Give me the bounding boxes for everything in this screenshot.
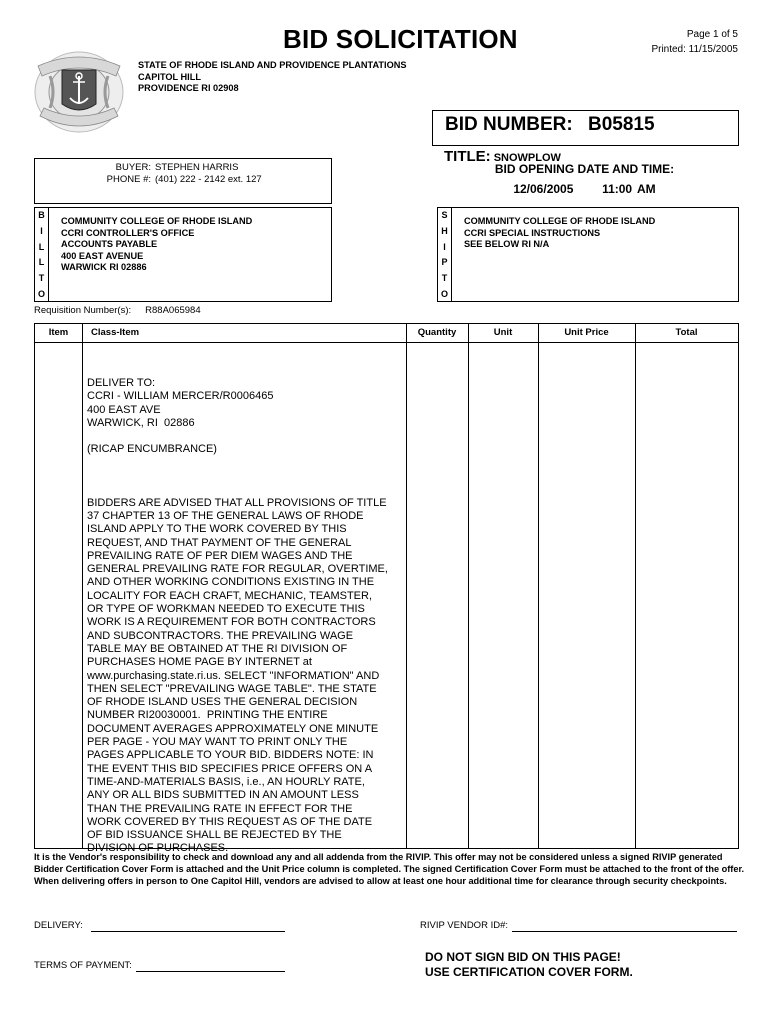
agency-line: PROVIDENCE RI 02908 <box>138 83 239 93</box>
delivery-label: DELIVERY: <box>34 920 83 931</box>
column-header-class-item: Class-Item <box>91 327 140 338</box>
side-letter: O <box>37 288 45 299</box>
ship-to-address <box>464 216 655 251</box>
requisition-value: R88A065984 <box>145 305 201 316</box>
document-title: BID SOLICITATION <box>283 24 518 54</box>
column-header-unit-price: Unit Price <box>564 327 609 338</box>
bid-opening-date: 12/06/2005 <box>513 182 574 196</box>
bid-title-value: SNOWPLOW <box>490 152 561 164</box>
requisition-number <box>34 305 201 316</box>
warning-line: USE CERTIFICATION COVER FORM. <box>425 965 633 979</box>
printed-date: Printed: 11/15/2005 <box>651 44 738 55</box>
terms-of-payment-field[interactable] <box>136 959 285 972</box>
signature-warning <box>425 950 633 980</box>
class-item-description: DELIVER TO: CCRI - WILLIAM MERCER/R0006465 400 EAST AVE WARWICK, RI 02886 (RICAP ENCUMBRANCE) BIDDERS ARE ADVISED THAT ALL PROVISIONS OF TITLE 37 CHAPTER 13 OF THE GENERAL LAWS OF RHODE ISLAND APPLY TO THE WORK COVERED BY THIS REQUEST, AND THAT PAYMENT OF THE GENERAL PREVAILING RATE OF PER DIEM WAGES AND THE GENERAL PREVAILING RATE FOR REGULAR, OVERTIME, AND OTHER WORKING CONDITIONS EXISTING IN THE LOCALITY FOR EACH CRAFT, MECHANIC, TEAMSTER, OR TYPE OF WORKMAN NEEDED TO EXECUTE THIS WORK IS A REQUIREMENT FOR BOTH CONTRACTORS AND SUBCONTRACTORS. THE PREVAILING WAGE TABLE MAY BE OBTAINED AT THE RI DIVISION OF PURCHASES HOME PAGE BY INTERNET at www.purchasing.state.ri.us. SELECT "INFORMATION" AND THEN SELECT "PREVAILING WAGE TABLE". THE STATE OF RHODE ISLAND USES THE GENERAL DECISION NUMBER RI20030001. PRINTING THE ENTIRE DOCUMENT AVERAGES APPROXIMATELY ONE MINUTE PER PAGE - YOU MAY WANT TO PRINT ONLY THE PAGES APPLICABLE TO YOUR BID. BIDDERS NOTE: IN THE EVENT THIS BID SPECIFIES PRICE OFFERS ON A TIME-AND-MATERIALS BASIS, i.e., AN HOURLY RATE, ANY OR ALL BIDS SUBMITTED IN AN AMOUNT LESS THAN THE PREVAILING RATE IN EFFECT FOR THE WORK COVERED BY THIS REQUEST AS OF THE DATE OF BID ISSUANCE SHALL BE REJECTED BY THE DIVISION OF PURCHASES. <box>87 377 388 855</box>
items-table <box>34 323 739 855</box>
column-header-item: Item <box>48 327 69 338</box>
page-info <box>651 27 738 57</box>
side-letter: T <box>441 273 448 284</box>
side-letter: B <box>38 210 45 220</box>
buyer-name: STEPHEN HARRIS <box>155 162 239 173</box>
address-line: COMMUNITY COLLEGE OF RHODE ISLAND <box>61 216 253 226</box>
column-header-unit: Unit <box>493 327 513 338</box>
bid-opening-time: 11:00 AM <box>602 182 656 196</box>
side-letter: P <box>441 257 448 268</box>
agency-line: CAPITOL HILL <box>138 71 201 82</box>
ship-to-side-label <box>438 208 452 301</box>
address-line: COMMUNITY COLLEGE OF RHODE ISLAND <box>464 216 656 226</box>
side-letter: L <box>38 241 45 252</box>
side-letter: O <box>440 288 448 299</box>
address-line: ACCOUNTS PAYABLE <box>61 239 158 249</box>
requisition-label: Requisition Number(s): <box>34 305 132 316</box>
ship-to-box <box>437 207 739 302</box>
bid-number: B05815 <box>588 114 655 135</box>
bid-opening-datetime <box>432 182 737 196</box>
side-letter: H <box>441 225 448 236</box>
agency-address <box>138 60 406 95</box>
address-line: CCRI SPECIAL INSTRUCTIONS <box>464 227 601 238</box>
side-letter: I <box>40 225 43 236</box>
address-line: SEE BELOW RI N/A <box>464 239 550 249</box>
side-letter: I <box>443 241 446 252</box>
phone-label: PHONE #: <box>106 174 151 185</box>
bid-title-label: TITLE: <box>444 148 491 165</box>
bid-number-label: BID NUMBER: <box>445 114 573 135</box>
vendor-id-field[interactable] <box>512 919 737 932</box>
address-line: WARWICK RI 02886 <box>61 262 147 272</box>
warning-line: DO NOT SIGN BID ON THIS PAGE! <box>425 950 621 964</box>
vendor-id-label: RIVIP VENDOR ID#: <box>420 920 508 931</box>
agency-line: STATE OF RHODE ISLAND AND PROVIDENCE PLANTATIONS <box>138 60 407 70</box>
bid-opening-label: BID OPENING DATE AND TIME: <box>494 162 675 176</box>
state-seal-icon <box>30 46 128 138</box>
bill-to-side-label <box>35 208 49 301</box>
column-header-total: Total <box>675 327 698 338</box>
address-line: CCRI CONTROLLER'S OFFICE <box>61 227 195 238</box>
bill-to-box <box>34 207 332 302</box>
address-line: 400 EAST AVENUE <box>61 250 144 261</box>
buyer-box <box>34 158 332 204</box>
side-letter: S <box>441 210 448 220</box>
buyer-label: BUYER: <box>115 162 151 173</box>
phone-number: (401) 222 - 2142 ext. 127 <box>155 174 262 185</box>
side-letter: T <box>38 273 45 284</box>
page-number: Page 1 of 5 <box>686 29 738 40</box>
vendor-responsibility-note: It is the Vendor's responsibility to check and download any and all addenda from the RIVIP. This offer may not be considered unless a signed RIVIP generated Bidder Certification Cover Form is attached and the Unit Price column is completed. The signed Certification Cover Form must be attached to the front of the offer. When delivering offers in person to One Capitol Hill, vendors are advised to allow at least one hour additional time for clearance through security checkpoints. <box>34 852 745 887</box>
delivery-field[interactable] <box>91 919 285 932</box>
side-letter: L <box>38 257 45 268</box>
column-header-quantity: Quantity <box>417 327 457 338</box>
bid-number-box <box>432 110 739 146</box>
terms-of-payment-label: TERMS OF PAYMENT: <box>34 960 132 971</box>
bill-to-address <box>61 216 252 274</box>
